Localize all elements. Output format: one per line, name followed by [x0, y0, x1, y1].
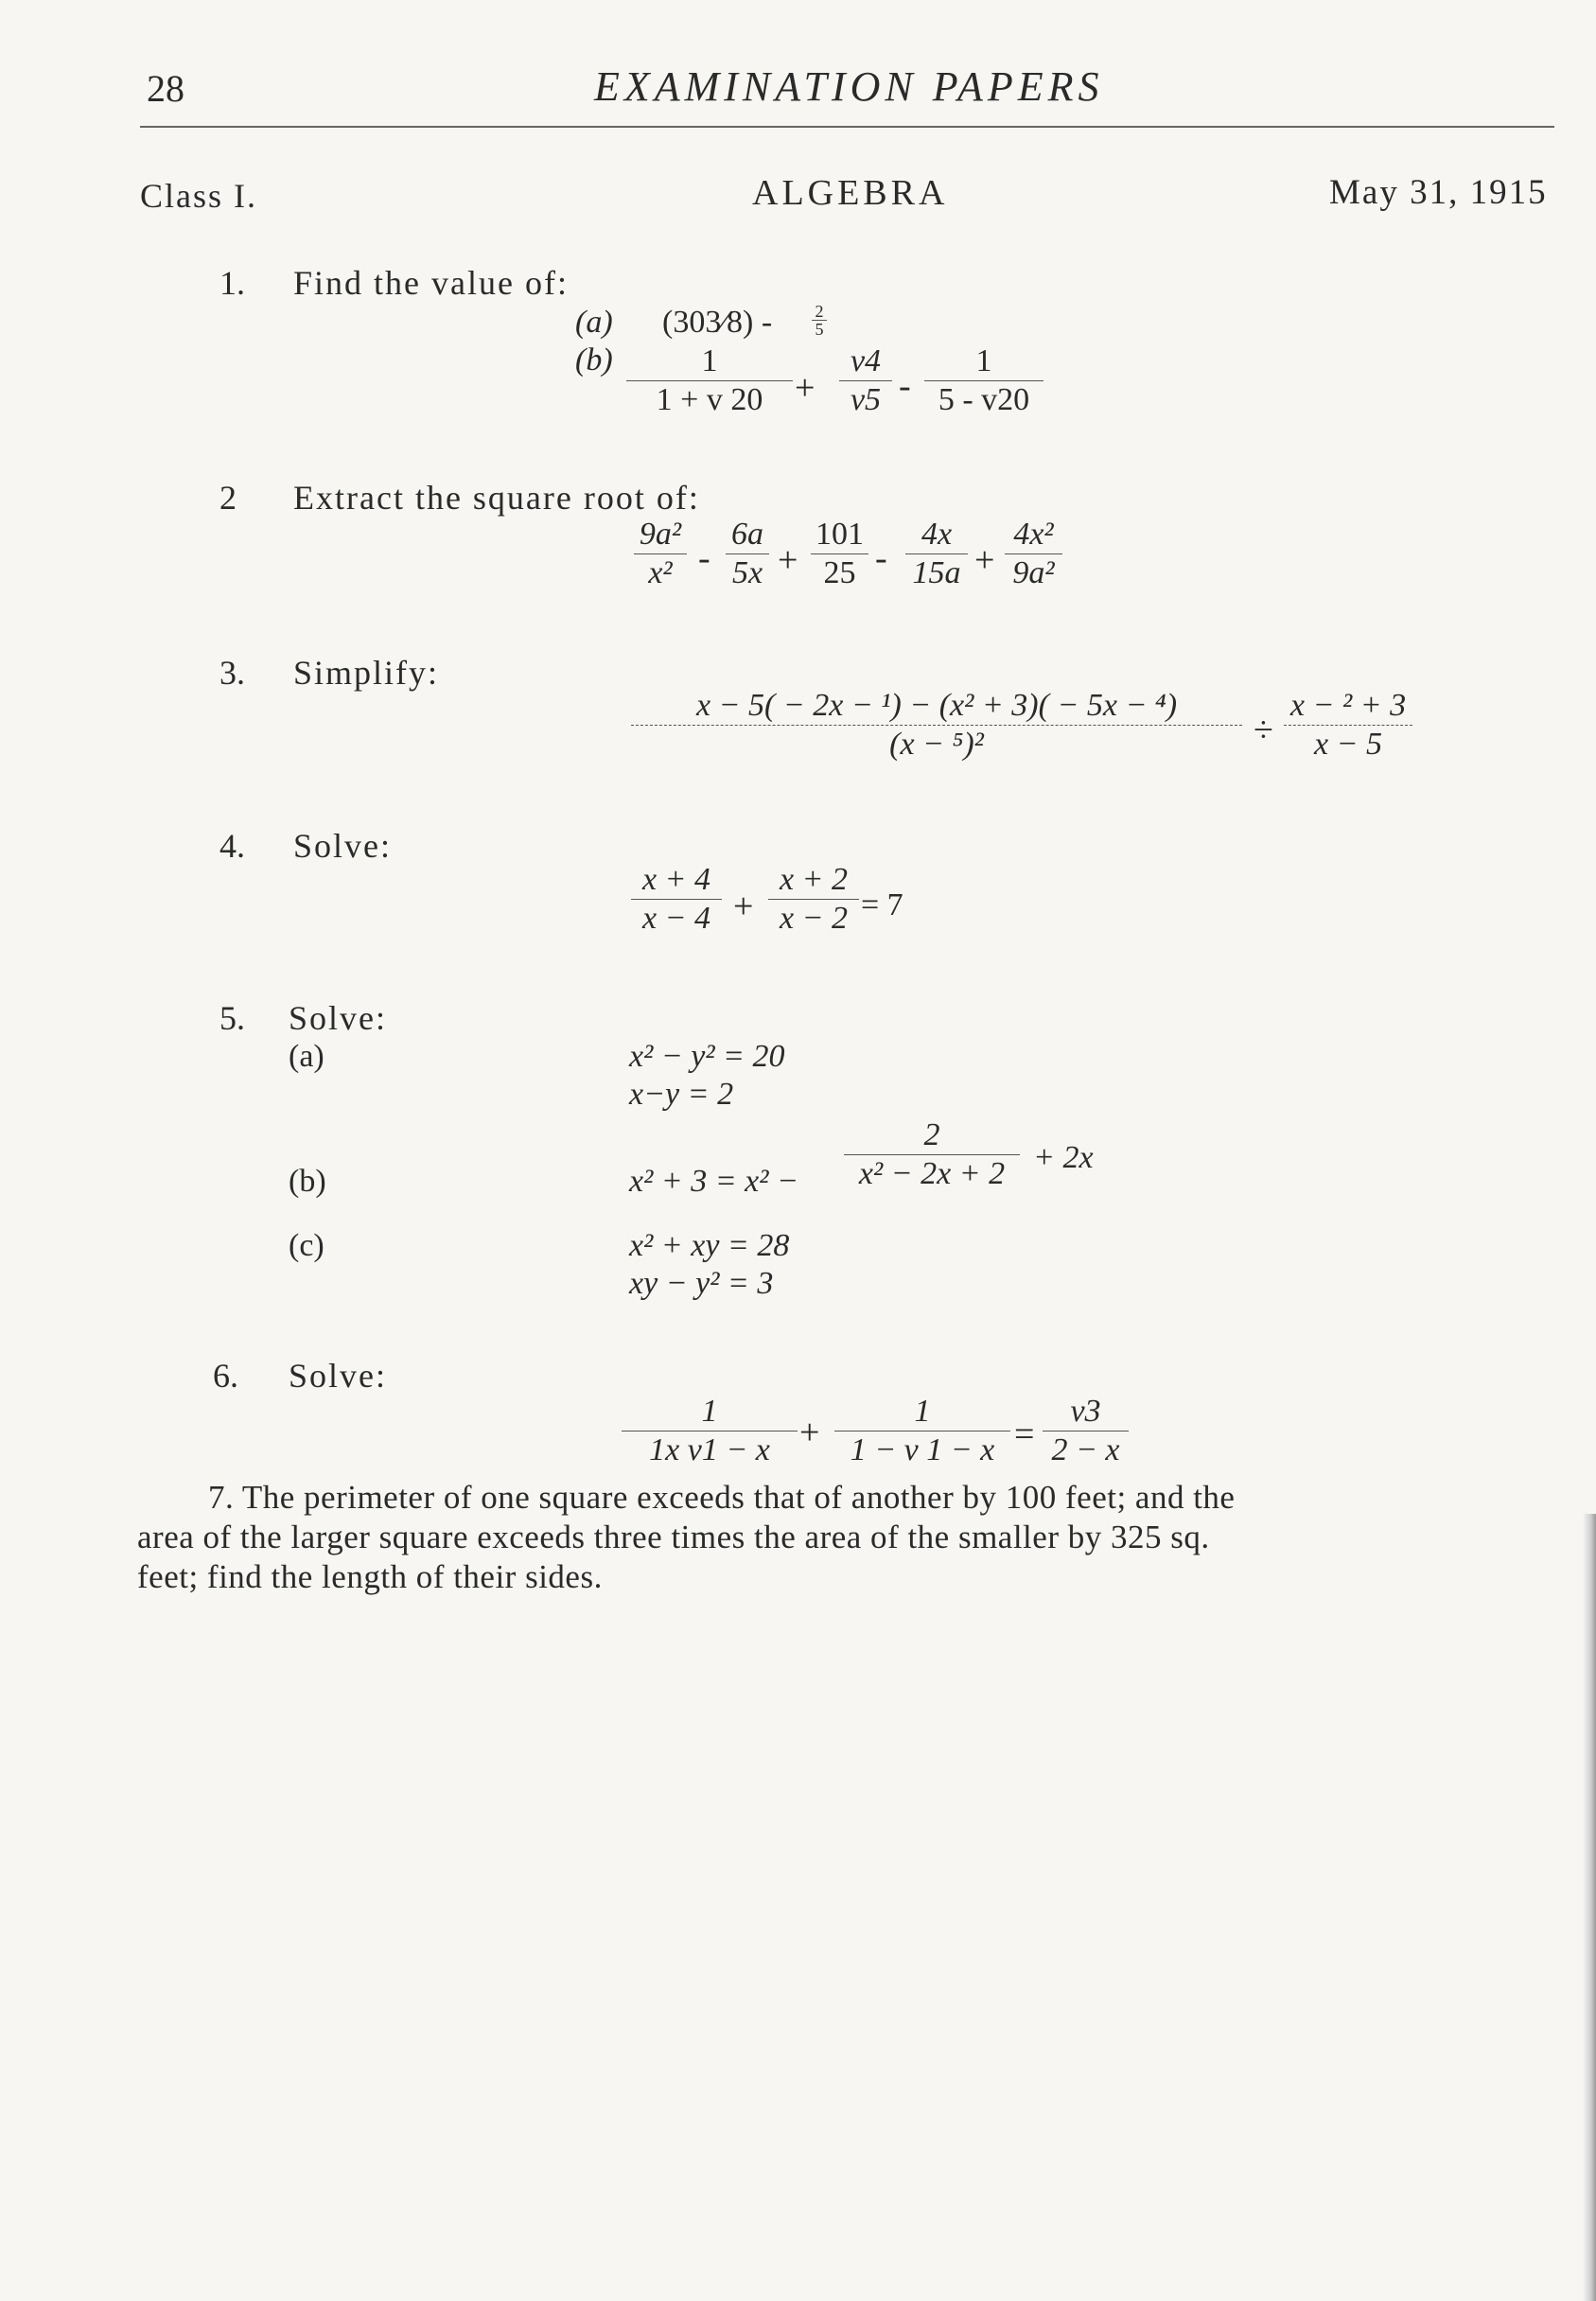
question-number: 2	[219, 479, 237, 517]
plus-sign: +	[795, 368, 816, 408]
question-text: Solve:	[289, 999, 388, 1037]
question-number: 3.	[219, 654, 245, 692]
page-edge-shadow	[1583, 1514, 1596, 2301]
running-title: EXAMINATION PAPERS	[594, 63, 1104, 110]
fraction: x − ² + 3 x − 5	[1282, 687, 1414, 764]
fraction: 9a² x²	[632, 516, 689, 592]
paragraph-line: area of the larger square exceeds three times the area of the smaller by 325 sq.	[137, 1519, 1210, 1555]
plus-sign: +	[799, 1413, 820, 1452]
part-label: (a)	[289, 1039, 324, 1074]
equation-line: x² + xy = 28	[629, 1228, 790, 1263]
question-text: Find the value of:	[293, 264, 569, 302]
fraction: v4 v5	[837, 343, 894, 419]
equals-sign: =	[1014, 1414, 1035, 1454]
fraction: v3 2 − x	[1041, 1393, 1131, 1469]
fraction: 1 1 − v 1 − x	[833, 1393, 1012, 1469]
class-label: Class I.	[140, 177, 257, 215]
part-label: (c)	[289, 1228, 324, 1263]
fraction: 2 x² − 2x + 2	[842, 1116, 1022, 1193]
equation-rhs: = 7	[861, 887, 903, 922]
math-expression: (303⁄8) -	[662, 305, 773, 340]
question-number: 6.	[213, 1357, 238, 1395]
question-number: 1.	[219, 264, 245, 302]
part-label: (a)	[575, 305, 613, 340]
fraction: 1 1 + v 20	[624, 343, 795, 419]
paragraph-line: feet; find the length of their sides.	[137, 1558, 603, 1595]
question-text: Extract the square root of:	[293, 479, 700, 517]
equation-line: x² + 3 = x² −	[629, 1164, 798, 1199]
fraction: 4x 15a	[903, 516, 970, 592]
minus-sign: -	[698, 538, 710, 578]
header-rule	[140, 126, 1554, 128]
fraction: x − 5( − 2x − ¹) − (x² + 3)( − 5x − ⁴) (x − ⁵)²	[629, 687, 1244, 764]
fraction: 6a 5x	[724, 516, 771, 592]
fraction: 1 1x v1 − x	[620, 1393, 799, 1469]
fraction: x + 2 x − 2	[766, 861, 861, 938]
page-number: 28	[147, 67, 184, 110]
exam-date: May 31, 1915	[1329, 173, 1548, 212]
equation-line: x−y = 2	[629, 1077, 734, 1112]
fraction: 4x² 9a²	[1003, 516, 1064, 592]
part-label: (b)	[575, 343, 613, 378]
question-text: Solve:	[289, 1357, 388, 1395]
fraction: 1 5 - v20	[922, 343, 1045, 419]
subject-title: ALGEBRA	[752, 173, 949, 213]
part-label: (b)	[289, 1164, 326, 1199]
question-text: Solve:	[293, 827, 393, 865]
plus-sign: +	[733, 887, 754, 926]
equation-line: xy − y² = 3	[629, 1266, 774, 1301]
plus-sign: +	[974, 540, 995, 580]
question-number: 4.	[219, 827, 245, 865]
paragraph-line: 7. The perimeter of one square exceeds that of another by 100 feet; and the	[208, 1479, 1236, 1516]
minus-sign: -	[875, 538, 887, 578]
question-7	[137, 1478, 1556, 1597]
fraction: 101 25	[809, 516, 870, 592]
question-text: Simplify:	[293, 654, 440, 692]
fraction: 2 5	[810, 303, 829, 338]
question-number: 5.	[219, 999, 245, 1037]
division-sign: ÷	[1254, 711, 1273, 750]
equation-line: x² − y² = 20	[629, 1039, 785, 1074]
fraction: x + 4 x − 4	[629, 861, 724, 938]
minus-sign: -	[899, 366, 911, 406]
equation-rhs: + 2x	[1033, 1140, 1094, 1175]
plus-sign: +	[778, 540, 798, 580]
